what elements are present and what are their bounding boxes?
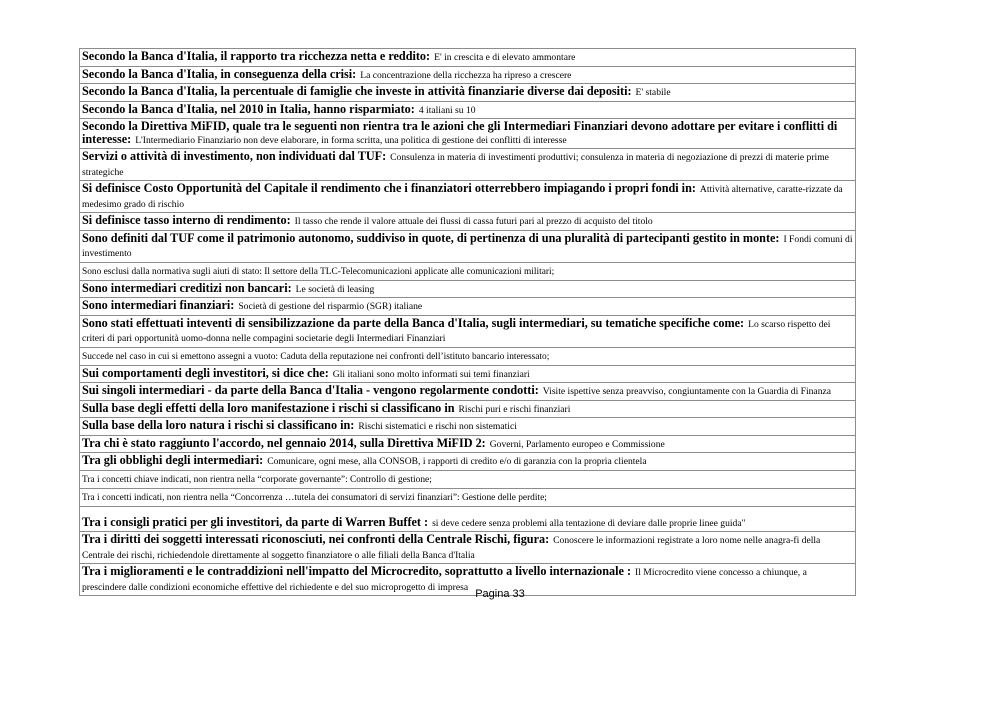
table-row [80, 281, 855, 299]
qa-table [79, 48, 856, 596]
answer-text: E' stabile [635, 87, 671, 98]
answer-text: Consulenza in materia di investimenti produttivi; consulenza in materia di negoziazione di prezzi di materie prime strategiche [82, 152, 829, 178]
question-text: Si definisce Costo Opportunità del Capitale il rendimento che i finanziatori otterrebbero impiagando i propri fondi in: [82, 181, 696, 195]
table-row [80, 298, 855, 316]
table-row [80, 213, 855, 231]
answer-text: Rischi puri e rischi finanziari [458, 403, 571, 415]
table-row [80, 418, 855, 436]
question-text: Sui comportamenti degli investitori, si dice che: [82, 365, 329, 380]
question-text: Servizi o attività di investimento, non individuati dal TUF: [82, 149, 387, 163]
question-text: Tra i diritti dei soggetti interessati riconosciuti, nei confronti della Centrale Rischi, figura: [82, 532, 550, 546]
question-text: Secondo la Banca d'Italia, in conseguenza della crisi: [82, 66, 357, 81]
table-row [80, 263, 855, 281]
question-text: Sono intermediari finanziari: [82, 298, 235, 312]
table-row [80, 471, 855, 489]
row-text: Sono esclusi dalla normativa sugli aiuti di stato: Il settore della TLC-Telecomunicazioni applicate alle comunicazioni militari; [82, 266, 555, 277]
answer-text: si deve cedere senza problemi alla tentazione di deviare dalle proprie linee guida" [432, 517, 746, 529]
answer-text: Visite ispettive senza preavviso, congiuntamente con la Guardia di Finanza [542, 386, 832, 397]
answer-text: Comunicare, ogni mese, alla CONSOB, i rapporti di credito e/o di garanzia con la propria clientela [267, 456, 647, 467]
answer-text: Il tasso che rende il valore attuale dei flussi di cassa futuri pari al prezzo di acquisto del titolo [294, 216, 653, 227]
answer-text: I Fondi comuni di investimento [82, 233, 853, 259]
answer-text: Attività alternative, caratte-rizzate da medesimo grado di rischio [82, 184, 843, 210]
table-row [80, 453, 855, 471]
row-text: Tra i concetti chiave indicati, non rientra nella “corporate governante”: Controllo di gestione; [82, 474, 432, 485]
question-text: Secondo la Banca d'Italia, la percentuale di famiglie che investe in attività finanziarie diverse dai depositi: [82, 84, 632, 98]
table-row [80, 149, 855, 181]
question-text: Sono intermediari creditizi non bancari: [82, 280, 292, 295]
table-row [80, 507, 855, 533]
answer-text: Il Microcredito viene concesso a chiunque, a prescindere dalle condizioni economiche effettive del richiedente e del suo microprogetto di impresa [82, 567, 807, 593]
question-text: Sono stati effettuati inteventi di sensibilizzazione da parte della Banca d'Italia, sugli intermediari, su tematiche specifiche come: [82, 315, 745, 330]
table-row [80, 119, 855, 149]
page-footer: Pagina 33 [475, 588, 525, 600]
question-text: Tra i consigli pratici per gli investitori, da parte di Warren Buffet : [82, 514, 429, 529]
answer-text: Rischi sistematici e rischi non sistematici [358, 421, 517, 432]
answer-text: Gli italiani sono molto informati sui temi finanziari [332, 368, 530, 380]
answer-text: La concentrazione della ricchezza ha ripreso a crescere [360, 69, 572, 81]
question-text: Sono definiti dal TUF come il patrimonio autonomo, suddiviso in quote, di pertinenza di una pluralità di partecipanti gestito in monte: [82, 230, 780, 245]
answer-text: 4 italiani su 10 [418, 104, 476, 116]
table-row [80, 436, 855, 454]
table-row [80, 532, 855, 564]
answer-text: Lo scarso rispetto dei criteri di pari opportunità uomo-donna nelle compagini societarie degli Intermediari Finanziari [82, 318, 831, 344]
table-row [80, 181, 855, 213]
answer-text: Governi, Parlamento europeo e Commissione [489, 438, 665, 450]
question-text: Secondo la Banca d'Italia, il rapporto tra ricchezza netta e reddito: [82, 49, 431, 63]
question-text: Secondo la Banca d'Italia, nel 2010 in Italia, hanno risparmiato: [82, 101, 415, 116]
question-text: Secondo la Direttiva MiFID, quale tra le seguenti non rientra tra le azioni che gli Intermediari Finanziari devono adottare per evitare i conflitti di interesse: [82, 119, 838, 146]
table-row [80, 67, 855, 85]
answer-text: Le società di leasing [295, 283, 375, 295]
question-text: Sulla base degli effetti della loro manifestazione i rischi si classificano in [82, 400, 455, 415]
row-text: Succede nel caso in cui si emettono assegni a vuoto: Caduta della reputazione nei confronti dell’istituto bancario interessato; [82, 351, 550, 362]
table-row [80, 401, 855, 419]
table-row [80, 316, 855, 348]
question-text: Sui singoli intermediari - da parte della Banca d'Italia - vengono regolarmente condotti: [82, 383, 539, 397]
answer-text: L'Intermediario Finanziario non deve elaborare, in forma scritta, una politica di gestione dei conflitti di interesse [135, 134, 567, 146]
table-row [80, 84, 855, 102]
table-row [80, 102, 855, 120]
question-text: Si definisce tasso interno di rendimento: [82, 213, 291, 227]
table-row [80, 489, 855, 507]
table-row [80, 348, 855, 366]
question-text: Tra chi è stato raggiunto l'accordo, nel gennaio 2014, sulla Direttiva MiFID 2: [82, 435, 486, 450]
row-text: Tra i concetti indicati, non rientra nella “Concorrenza …tutela dei consumatori di servizi finanziari”: Gestione delle perdite; [82, 492, 547, 503]
table-row [80, 231, 855, 263]
answer-text: Società di gestione del risparmio (SGR) italiane [238, 301, 423, 312]
table-row [80, 49, 855, 67]
table-row [80, 366, 855, 384]
answer-text: E' in crescita e di elevato ammontare [434, 52, 576, 63]
question-text: Sulla base della loro natura i rischi si classificano in: [82, 418, 355, 432]
table-row [80, 383, 855, 401]
answer-text: Conoscere le informazioni registrate a loro nome nelle anagra-fi della Centrale dei rischi, richiedendole direttamente al soggetto finanziatore o alle filiali della Banca d'Italia [82, 535, 821, 561]
question-text: Tra i miglioramenti e le contraddizioni nell'impatto del Microcredito, soprattutto a livello internazionale : [82, 564, 632, 578]
question-text: Tra gli obblighi degli intermediari: [82, 453, 264, 467]
